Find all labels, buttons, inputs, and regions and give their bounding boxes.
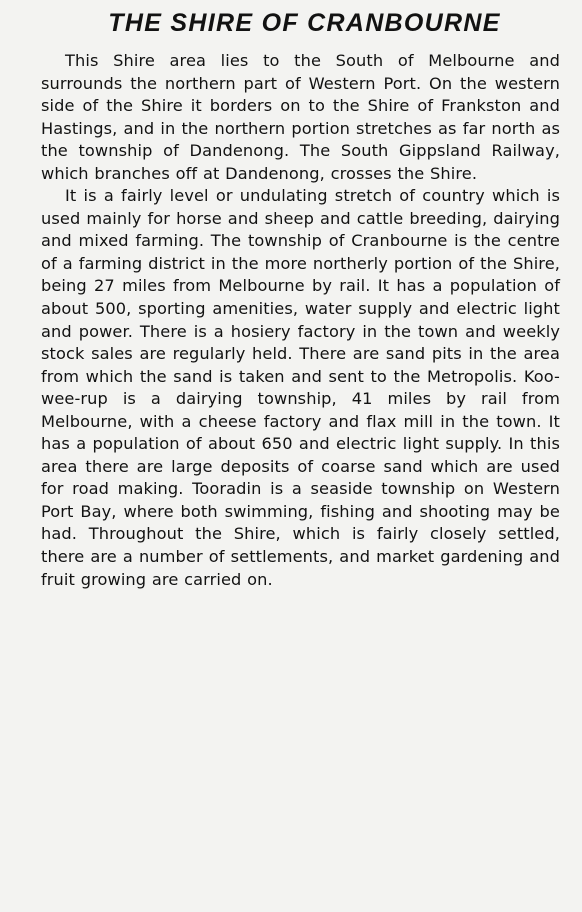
article-paragraph-1: This Shire area lies to the South of Melbourne and surrounds the northern part of Western Port. On the western side of the Shire it borders on to the Shire of Frankston and Hastings, and in the northern portion stretches as far north as the township of Dandenong. The South Gippsland Railway, which branches off at Dandenong, crosses the Shire. [41,51,560,183]
article-title: THE SHIRE OF CRANBOURNE [108,9,501,37]
article-paragraph-2: It is a fairly level or undulating stretch of country which is used mainly for horse and sheep and cattle breeding, dairying and mixed farming. The township of Cranbourne is the centre of a farming district in the more northerly portion of the Shire, being 27 miles from Melbourne by rail. It has a population of about 500, sporting amenities, water supply and electric light and power. There is a hosiery factory in the town and weekly stock sales are regularly held. There are sand pits in the area from which the sand is taken and sent to the Metropolis. Koo-wee-rup is a dairying township, 41 miles by rail from Melbourne, with a cheese factory and flax mill in the town. It has a population of about 650 and electric light supply. In this area there are large deposits of coarse sand which are used for road making. Tooradin is a seaside township on Western Port Bay, where both swimming, fishing and shooting may be had. Throughout the Shire, which is fairly closely settled, there are a number of settlements, and market gardening and fruit growing are carried on. [41,186,560,589]
